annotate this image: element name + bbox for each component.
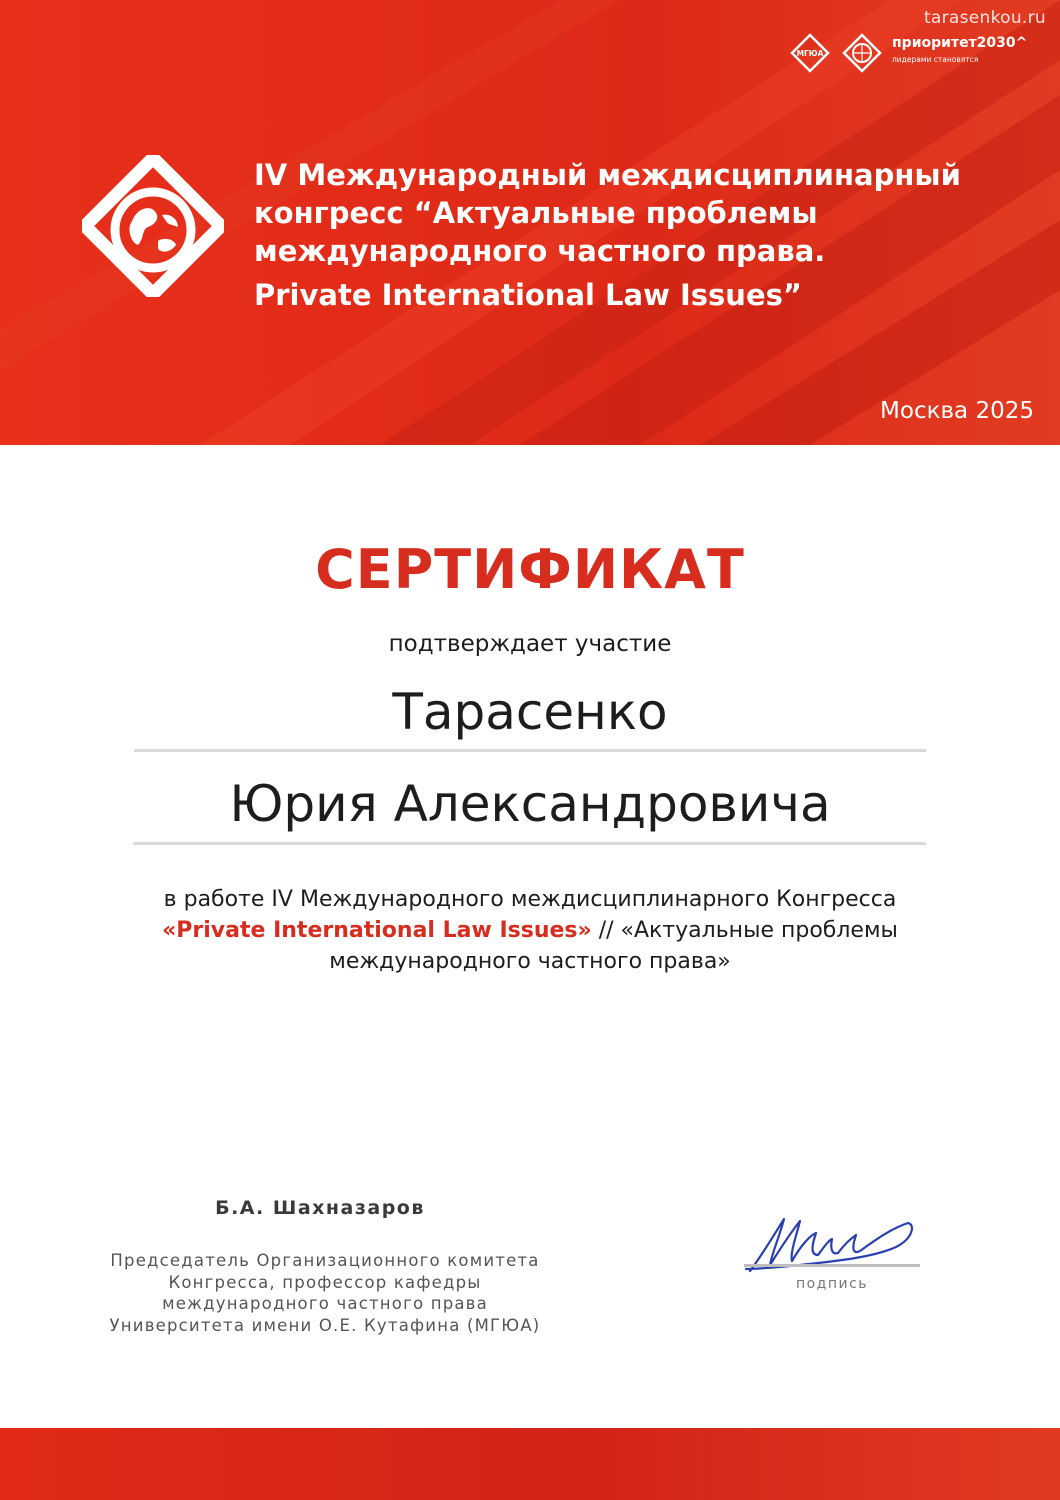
- congress-title-en: Private International Law Issues”: [254, 278, 802, 312]
- recipient-surname: Тарасенко: [392, 683, 668, 741]
- congress-title-ru-1: IV Международный междисциплинарный: [254, 158, 961, 192]
- footer-band: [0, 1428, 1060, 1500]
- signature-line: [744, 1264, 920, 1267]
- city-year: Москва 2025: [880, 398, 1034, 424]
- signer-position-4: Университета имени О.Е. Кутафина (МГЮА): [109, 1315, 541, 1335]
- congress-title: [254, 156, 1044, 314]
- name-underline: [134, 749, 926, 752]
- signer-position-2: Конгресса, профессор кафедры: [168, 1272, 482, 1292]
- priority-2030-title: приоритет2030^: [892, 35, 1028, 51]
- participation-text: [80, 884, 980, 977]
- signer-position-3: международного частного права: [162, 1294, 488, 1313]
- mgua-diamond-icon: [790, 33, 830, 73]
- university-seal-icon: [842, 33, 882, 73]
- partner-logos: [790, 33, 1050, 73]
- congress-title-ru-3: международного частного права.: [254, 234, 826, 268]
- signer-position-1: Председатель Организационного комитета: [110, 1251, 540, 1270]
- mgua-label: МГЮА: [796, 49, 824, 58]
- header-banner: [0, 0, 1060, 445]
- certificate-title: СЕРТИФИКАТ: [315, 538, 745, 601]
- congress-name-highlight: «Private International Law Issues»: [162, 918, 592, 943]
- name-underline: [134, 842, 926, 845]
- congress-title-ru-2: конгресс “Актуальные проблемы: [254, 196, 818, 230]
- participation-line-1: в работе IV Международного междисциплинарного Конгресса: [163, 887, 897, 912]
- participation-line-3: международного частного права»: [329, 949, 731, 974]
- signer-position: [80, 1250, 570, 1336]
- signature-label: подпись: [795, 1276, 869, 1292]
- participation-line-2: // «Актуальные проблемы: [591, 918, 898, 943]
- globe-diamond-icon: [82, 155, 224, 297]
- watermark-text: tarasenkou.ru: [923, 8, 1046, 28]
- handwritten-signature: [740, 1205, 920, 1280]
- recipient-given-names: Юрия Александровича: [229, 775, 831, 833]
- signer-name: Б.А. Шахназаров: [215, 1197, 425, 1219]
- confirms-participation: подтверждает участие: [388, 631, 672, 657]
- priority-2030-subtitle: лидерами становятся: [892, 55, 979, 64]
